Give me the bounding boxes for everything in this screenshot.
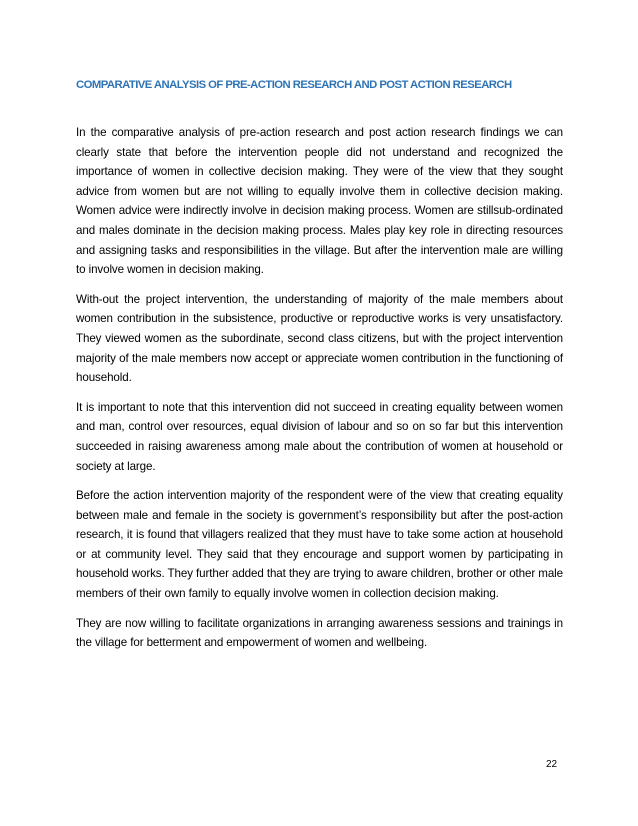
paragraph-4: Before the action intervention majority of the respondent were of the view that creating equality between male and female in the society is government’s responsibility but after the post-action research, it is found that villagers realized that they must have to take some action at household or at community level. They said that they encourage and support women by participating in household works. They further added that they are trying to aware children, brother or other male members of their own family to equally involve women in collection decision making. [76,489,563,601]
paragraph-5: They are now willing to facilitate organizations in arranging awareness sessions and trainings in the village for betterment and empowerment of women and wellbeing. [76,616,563,650]
paragraph-1: In the comparative analysis of pre-action research and post action research findings we can clearly state that before the intervention people did not understand and recognized the importance of women in collective decision making. They were of the view that they sought advice from women but are not willing to equally involve them in collective decision making. Women advice were indirectly involve in decision making process. Women are stillsub-ordinated and males dominate in the decision making process. Males play key role in directing resources and assigning tasks and responsibilities in the village. But after the intervention male are willing to involve women in decision making. [76,126,563,277]
section-heading: COMPARATIVE ANALYSIS OF PRE-ACTION RESEARCH AND POST ACTION RESEARCH [76,79,512,91]
body-text [76,123,563,663]
paragraph-3: It is important to note that this intervention did not succeed in creating equality between women and man, control over resources, equal division of labour and so on so far but this intervention succeeded in raising awareness among male about the contribution of women at household or society at large. [76,400,563,473]
paragraph-2: With-out the project intervention, the understanding of majority of the male members about women contribution in the subsistence, productive or reproductive works is very unsatisfactory. They viewed women as the subordinate, second class citizens, but with the project intervention majority of the male members now accept or appreciate women contribution in the functioning of household. [76,292,563,385]
page-number: 22 [546,759,558,770]
